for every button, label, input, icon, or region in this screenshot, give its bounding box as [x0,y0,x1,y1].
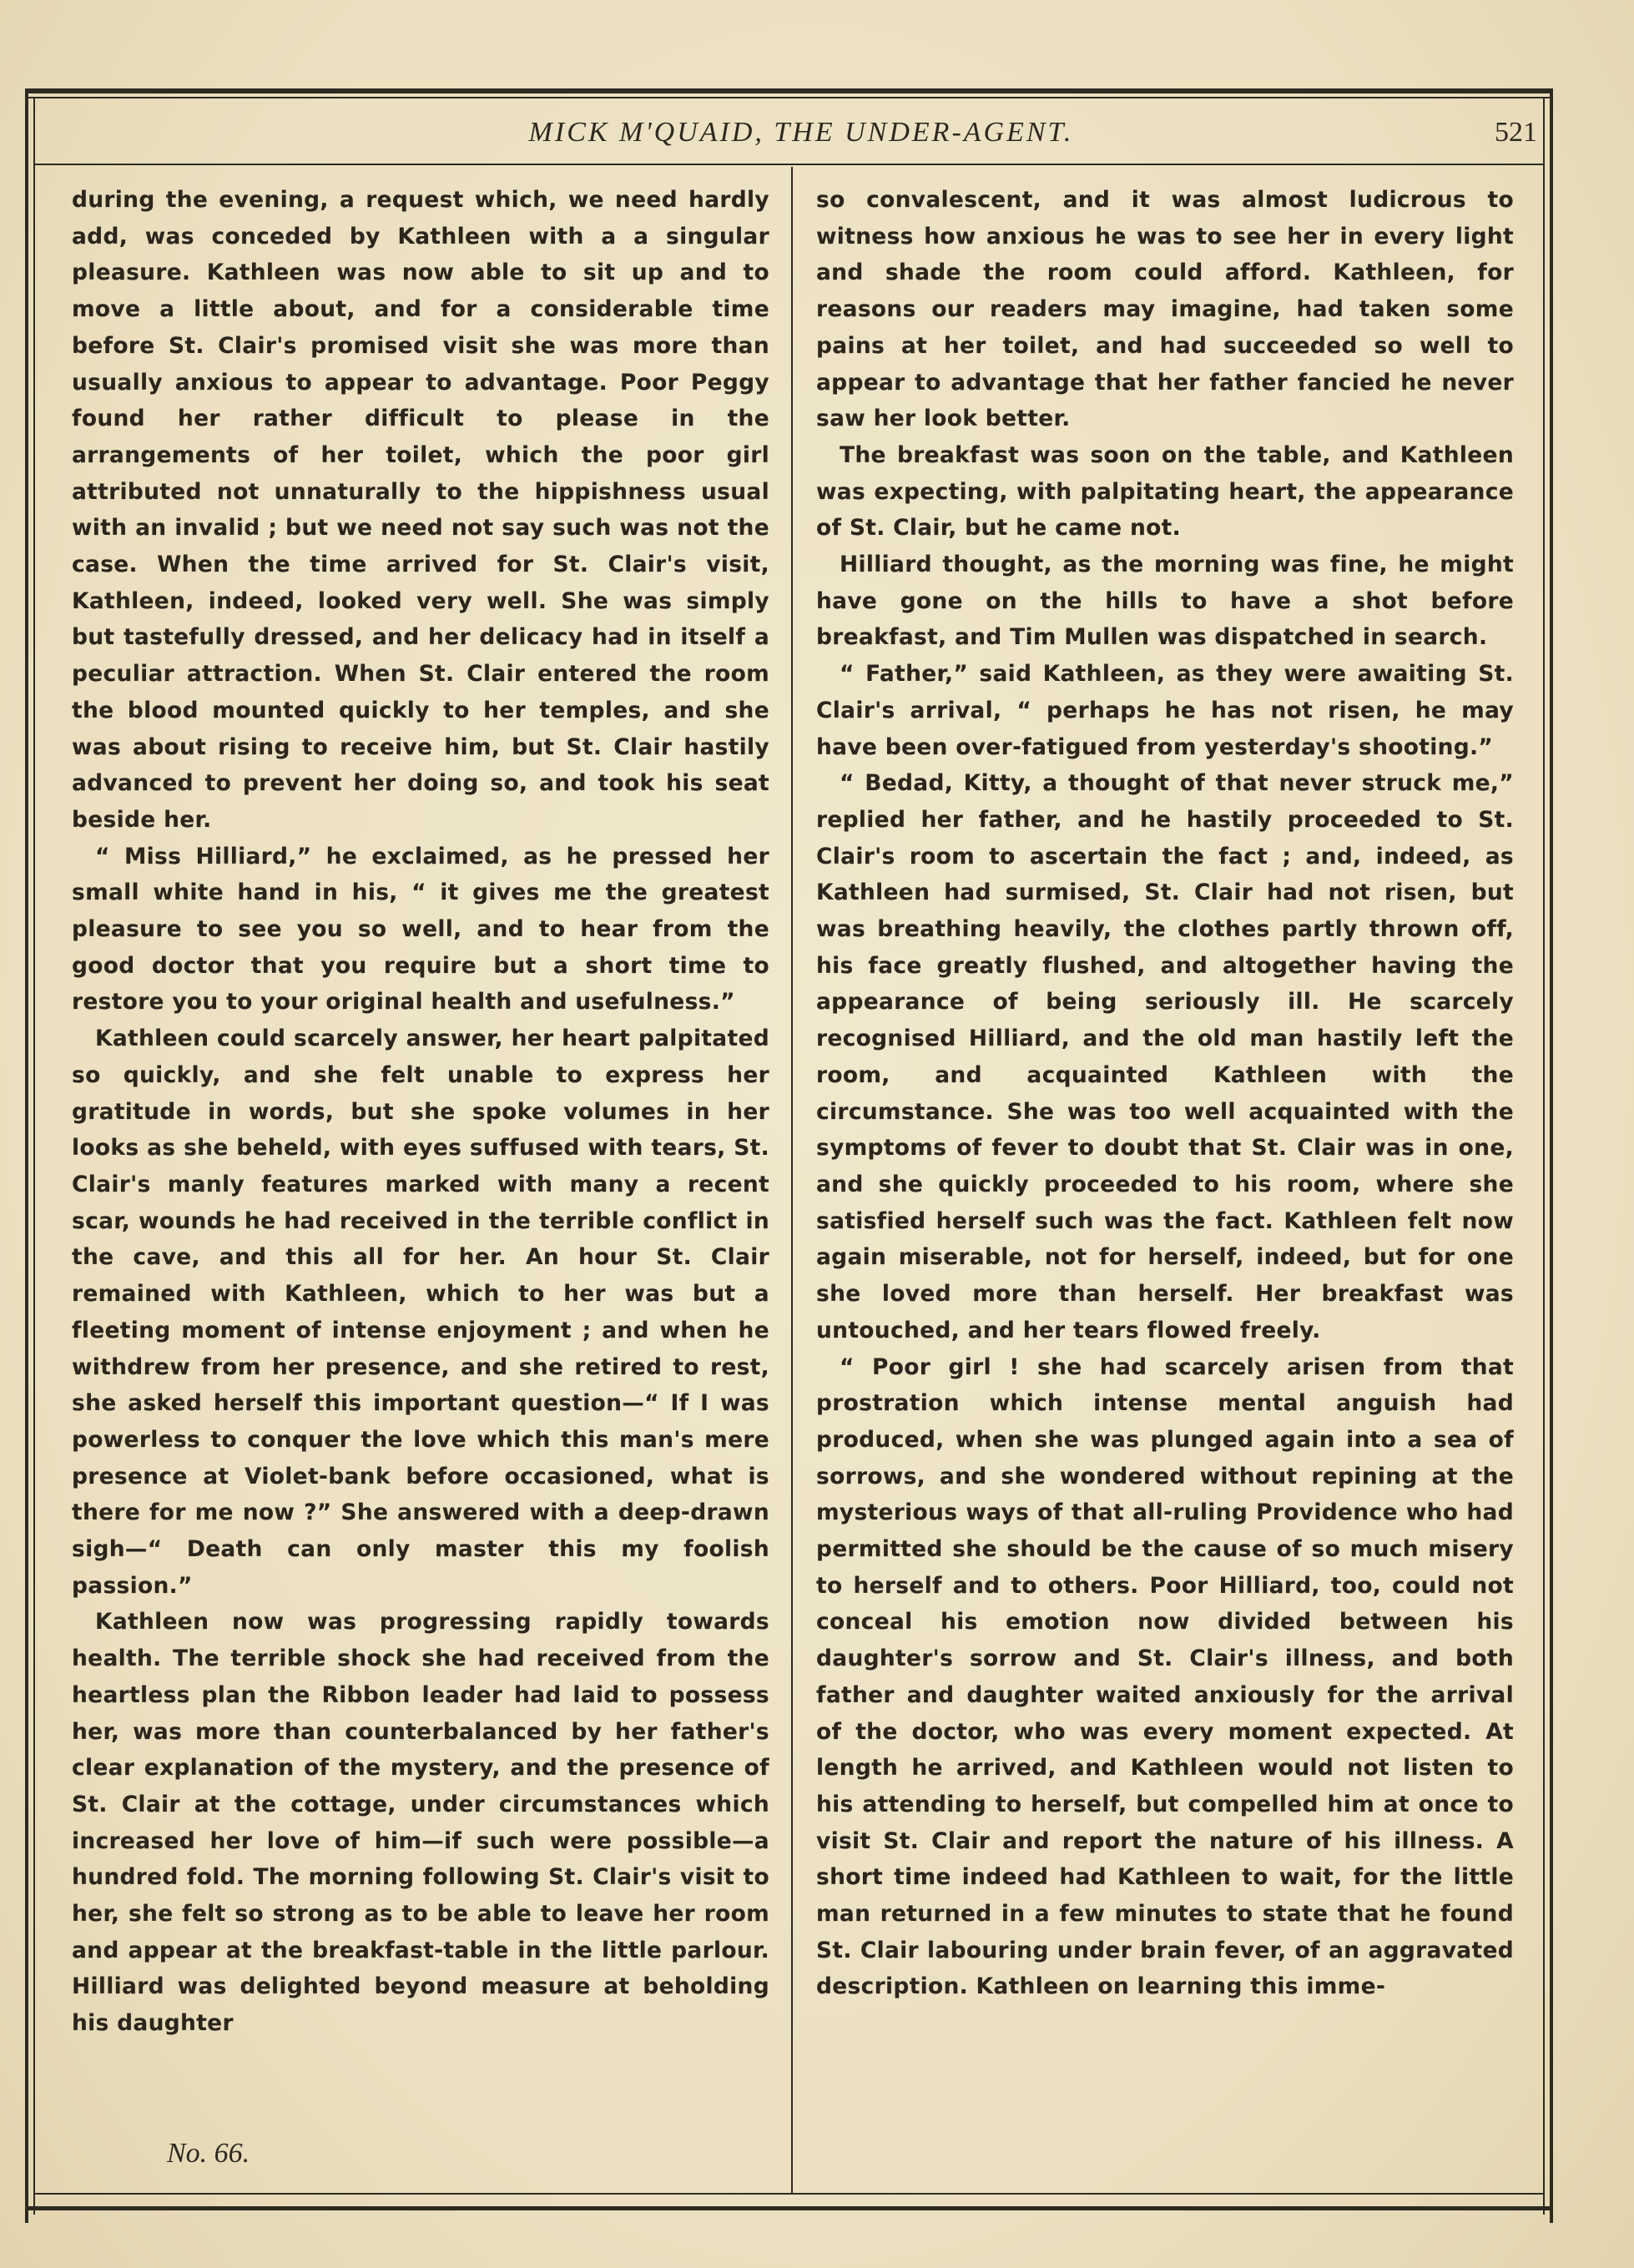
paragraph: “ Father,” said Kathleen, as they were awaiting St. Clair's arrival, “ perhaps he has not risen, he may have been over-fatigued from yesterday's shooting.” [816,661,1514,760]
border-rule-right-inner [1543,97,1545,2215]
issue-signature: No. 66. [167,2138,250,2169]
paragraph: during the evening, a request which, we need hardly add, was conceded by Kathleen with a a singular pleasure. Kathleen was now able to sit up and to move a little about, and for a considerable time before St. Clair's promised visit she was more than usually anxious to appear to advantage. Poor Peggy found her rather difficult to please in the arrangements of her toilet, which the poor girl attributed not unnaturally to the hippishness usual with an invalid ; but we need not say such was not the case. When the time arrived for St. Clair's visit, Kathleen, indeed, looked very well. She was simply but tastefully dressed, and her delicacy had in itself a peculiar attraction. When St. Clair entered the room the blood mounted quickly to her temples, and she was about rising to receive him, but St. Clair hastily advanced to prevent her doing so, and took his seat beside her. [72,187,769,833]
border-rule-top [25,88,1552,93]
left-column [72,182,769,2134]
border-rule-top-inner [25,97,1552,98]
header-rule [33,164,1545,165]
paragraph: Hilliard thought, as the morning was fine, he might have gone on the hills to have a shot before breakfast, and Tim Mullen was dispatched in search. [816,552,1514,651]
border-rule-left-inner [33,97,35,2215]
right-column [816,182,1514,2134]
running-title: MICK M'QUAID, THE UNDER-AGENT. [528,117,1074,148]
paragraph: “ Bedad, Kitty, a thought of that never struck me,” replied her father, and he hastily proceeded to St. Clair's room to ascertain the fact ; and, indeed, as Kathleen had surmised, St. Clair had not risen, but was breathing heavily, the clothes partly thrown off, his face greatly flushed, and altogether having the appearance of being seriously ill. He scarcely recognised Hilliard, and the old man hastily left the room, and acquainted Kathleen with the circumstance. She was too well acquainted with the symptoms of fever to doubt that St. Clair was in one, and she quickly proceeded to his room, where she satisfied herself such was the fact. Kathleen felt now again miserable, not for herself, indeed, but for one she loved more than herself. Her breakfast was untouched, and her tears flowed freely. [816,770,1514,1343]
border-rule-bottom-inner [33,2193,1545,2195]
column-divider [791,167,793,2193]
paragraph: The breakfast was soon on the table, and Kathleen was expecting, with palpitating heart, the appearance of St. Clair, but he came not. [816,441,1514,542]
paragraph: so convalescent, and it was almost ludicrous to witness how anxious he was to see her in every light and shade the room could afford. Kathleen, for reasons our readers may imagine, had taken some pains at her toilet, and had succeeded so well to appear to advantage that her father fancied he never saw her look better. [816,187,1514,432]
paragraph: “ Poor girl ! she had scarcely arisen from that prostration which intense mental anguish had produced, when she was plunged again into a sea of sorrows, and she wondered without repining at the mysterious ways of that all-ruling Providence who had permitted she should be the cause of so much misery to herself and to others. Poor Hilliard, too, could not conceal his emotion now divided between his daughter's sorrow and St. Clair's illness, and both father and daughter waited anxiously for the arrival of the doctor, who was every moment expected. At length he arrived, and Kathleen would not listen to his attending to herself, but compelled him at once to visit St. Clair and report the nature of his illness. A short time indeed had Kathleen to wait, for the little man returned in a few minutes to state that he found St. Clair labouring under brain fever, of an aggravated description. Kathleen on learning this imme- [816,1353,1514,2000]
border-rule-bottom [25,2206,1553,2210]
paragraph: Kathleen now was progressing rapidly towards health. The terrible shock she had received from the heartless plan the Ribbon leader had laid to possess her, was more than counterbalanced by her father's clear explanation of the mystery, and the presence of St. Clair at the cottage, under circumstances which increased her love of him—if such were possible—a hundred fold. The morning following St. Clair's visit to her, she felt so strong as to be able to leave her room and appear at the breakfast-table in the little parlour. Hilliard was delighted beyond measure at beholding his daughter [72,1609,769,2037]
paragraph: “ Miss Hilliard,” he exclaimed, as he pressed her small white hand in his, “ it gives me the greatest pleasure to see you so well, and to hear from the good doctor that you require but a short time to restore you to your original health and usefulness.” [72,843,769,1016]
border-rule-left [25,88,28,2223]
paragraph: Kathleen could scarcely answer, her heart palpitated so quickly, and she felt unable to express her gratitude in words, but she spoke volumes in her looks as she beheld, with eyes suffused with tears, St. Clair's manly features marked with many a recent scar, wounds he had received in the terrible conflict in the cave, and this all for her. An hour St. Clair remained with Kathleen, which to her was but a fleeting moment of intense enjoyment ; and when he withdrew from her presence, and she retired to rest, she asked herself this important question—“ If I was powerless to conquer the love which this man's mere presence at Violet-bank before occasioned, what is there for me now ?” She answered with a deep-drawn sigh—“ Death can only master this my foolish passion.” [72,1026,769,1599]
page-number: 521 [1495,117,1537,148]
border-rule-right [1550,88,1553,2223]
